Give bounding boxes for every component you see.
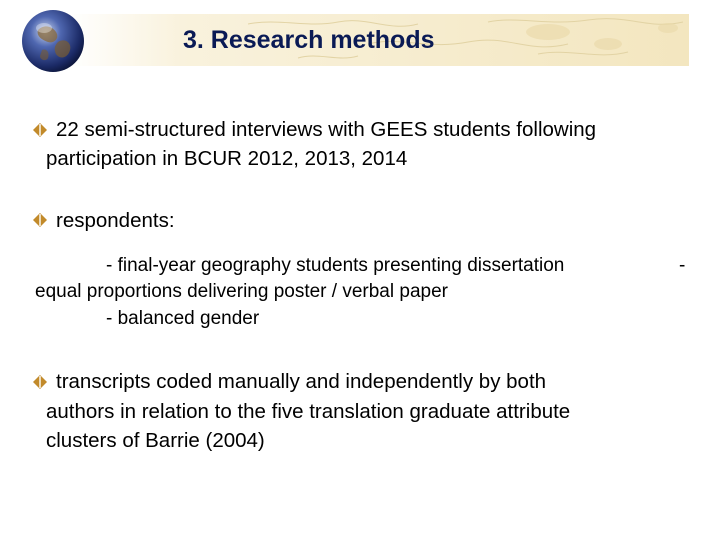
bullet-1-line-2: participation in BCUR 2012, 2013, 2014 — [46, 147, 408, 170]
bullet-2-sub-1: - final-year geography students presenting dissertation — [106, 255, 565, 276]
diamond-bullet-icon — [33, 375, 47, 389]
bullet-2-sub-dash: - — [679, 255, 686, 276]
diamond-bullet-icon — [33, 213, 47, 227]
slide-title: 3. Research methods — [183, 26, 435, 54]
bullet-3-line-3: clusters of Barrie (2004) — [46, 429, 265, 452]
globe-icon — [20, 8, 86, 74]
bullet-2-sub-3: - balanced gender — [106, 308, 260, 329]
diamond-bullet-icon — [33, 123, 47, 137]
bullet-1-line-1: 22 semi-structured interviews with GEES students following — [56, 118, 597, 141]
bullet-3-line-2: authors in relation to the five translation graduate attribute — [46, 400, 571, 423]
bullet-2-sub-2: equal proportions delivering poster / verbal paper — [35, 281, 448, 302]
title-bar — [68, 14, 689, 66]
bullet-2-line-1: respondents: — [56, 209, 175, 232]
bullet-3-line-1: transcripts coded manually and independently by both — [56, 370, 547, 393]
